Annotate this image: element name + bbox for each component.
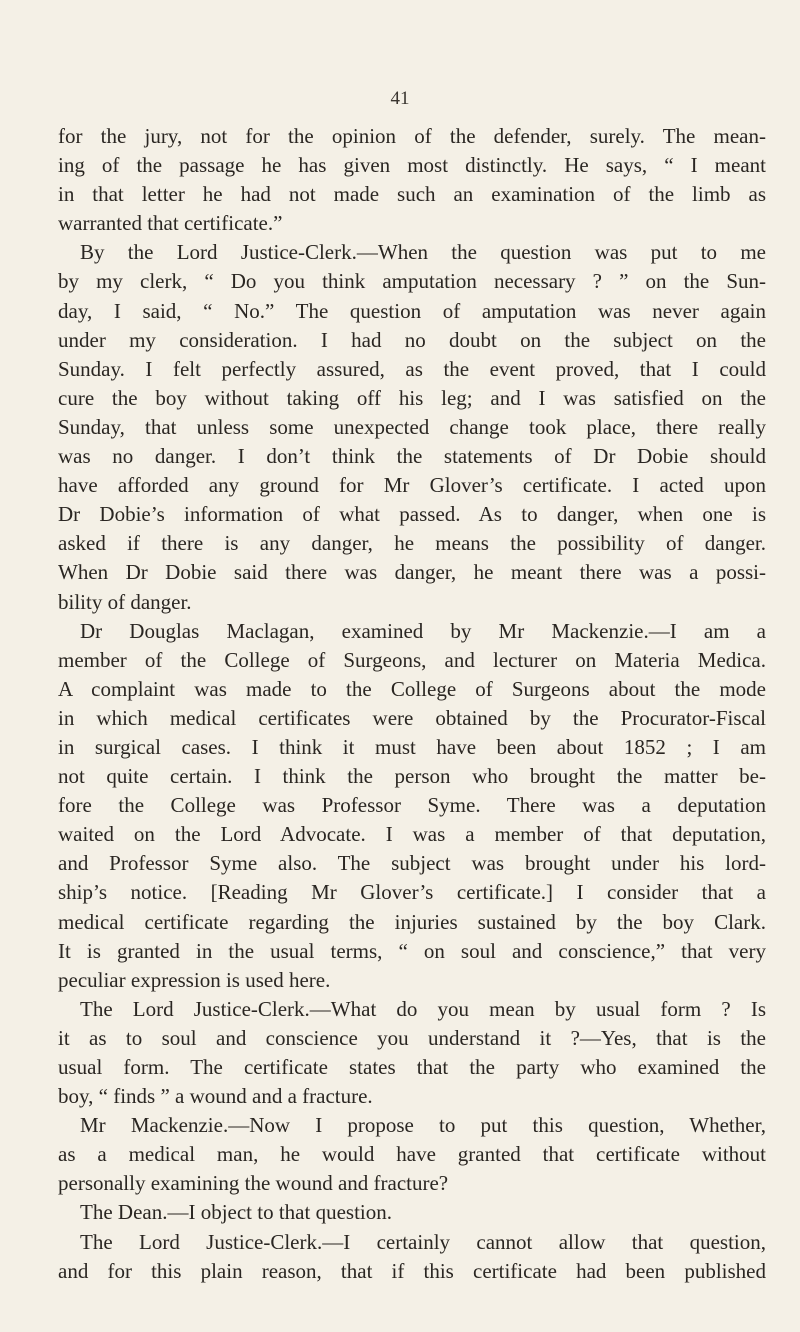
text-line: and Professor Syme also. The subject was brought under his lord-: [58, 851, 766, 876]
text-line: by my clerk, “ Do you think amputation necessary ? ” on the Sun-: [58, 269, 766, 294]
text-line: in which medical certificates were obtained by the Procurator-Fiscal: [58, 705, 766, 730]
text-line: Dr Dobie’s information of what passed. As to danger, when one is: [58, 502, 766, 527]
text-line: and for this plain reason, that if this certificate had been published: [58, 1258, 766, 1283]
text-line: The Lord Justice-Clerk.—I certainly cannot allow that question,: [80, 1229, 766, 1254]
text-line: usual form. The certificate states that the party who examined the: [58, 1055, 766, 1079]
text-line: not quite certain. I think the person who brought the matter be-: [58, 764, 766, 789]
text-line: in surgical cases. I think it must have been about 1852 ; I am: [58, 734, 766, 759]
text-line: for the jury, not for the opinion of the defender, surely. The mean-: [58, 124, 766, 148]
text-line: it as to soul and conscience you understand it ?—Yes, that is the: [58, 1025, 766, 1050]
text-line: ing of the passage he has given most distinctly. He says, “ I meant: [58, 153, 766, 178]
text-line: Sunday, that unless some unexpected change took place, there really: [58, 414, 766, 439]
text-line: day, I said, “ No.” The question of amputation was never again: [58, 298, 766, 323]
text-line: asked if there is any danger, he means the possibility of danger.: [58, 531, 766, 556]
text-line: as a medical man, he would have granted that certificate without: [58, 1142, 766, 1167]
text-line: have afforded any ground for Mr Glover’s certificate. I acted upon: [58, 473, 766, 498]
text-line: By the Lord Justice-Clerk.—When the question was put to me: [80, 240, 766, 265]
text-line: under my consideration. I had no doubt on the subject on the: [58, 327, 766, 352]
text-line: cure the boy without taking off his leg; and I was satisfied on the: [58, 385, 766, 410]
text-line: The Lord Justice-Clerk.—What do you mean by usual form ? Is: [80, 996, 766, 1021]
body-text: [58, 122, 766, 1286]
text-line: bility of danger.: [58, 589, 192, 614]
text-line: When Dr Dobie said there was danger, he meant there was a possi-: [58, 560, 766, 585]
text-line: boy, “ finds ” a wound and a fracture.: [58, 1084, 373, 1109]
text-line: personally examining the wound and fracture?: [58, 1171, 449, 1196]
text-line: A complaint was made to the College of Surgeons about the mode: [58, 676, 766, 701]
text-line: Dr Douglas Maclagan, examined by Mr Mackenzie.—I am a: [80, 618, 766, 643]
text-line: ship’s notice. [Reading Mr Glover’s certificate.] I consider that a: [58, 880, 766, 905]
text-line: fore the College was Professor Syme. There was a deputation: [58, 793, 766, 818]
text-line: was no danger. I don’t think the statements of Dr Dobie should: [58, 444, 766, 469]
page-number: 41: [390, 88, 410, 109]
text-line: member of the College of Surgeons, and lecturer on Materia Medica.: [58, 647, 766, 672]
text-line: It is granted in the usual terms, “ on soul and conscience,” that very: [58, 938, 766, 963]
text-line: medical certificate regarding the injuries sustained by the boy Clark.: [58, 909, 766, 934]
text-line: peculiar expression is used here.: [58, 967, 331, 992]
text-line: waited on the Lord Advocate. I was a member of that deputation,: [58, 822, 766, 847]
text-line: Mr Mackenzie.—Now I propose to put this question, Whether,: [80, 1113, 766, 1138]
text-line: The Dean.—I object to that question.: [80, 1200, 392, 1225]
text-line: Sunday. I felt perfectly assured, as the event proved, that I could: [58, 356, 766, 381]
text-line: warranted that certificate.”: [58, 211, 283, 236]
text-line: in that letter he had not made such an examination of the limb as: [58, 182, 766, 207]
